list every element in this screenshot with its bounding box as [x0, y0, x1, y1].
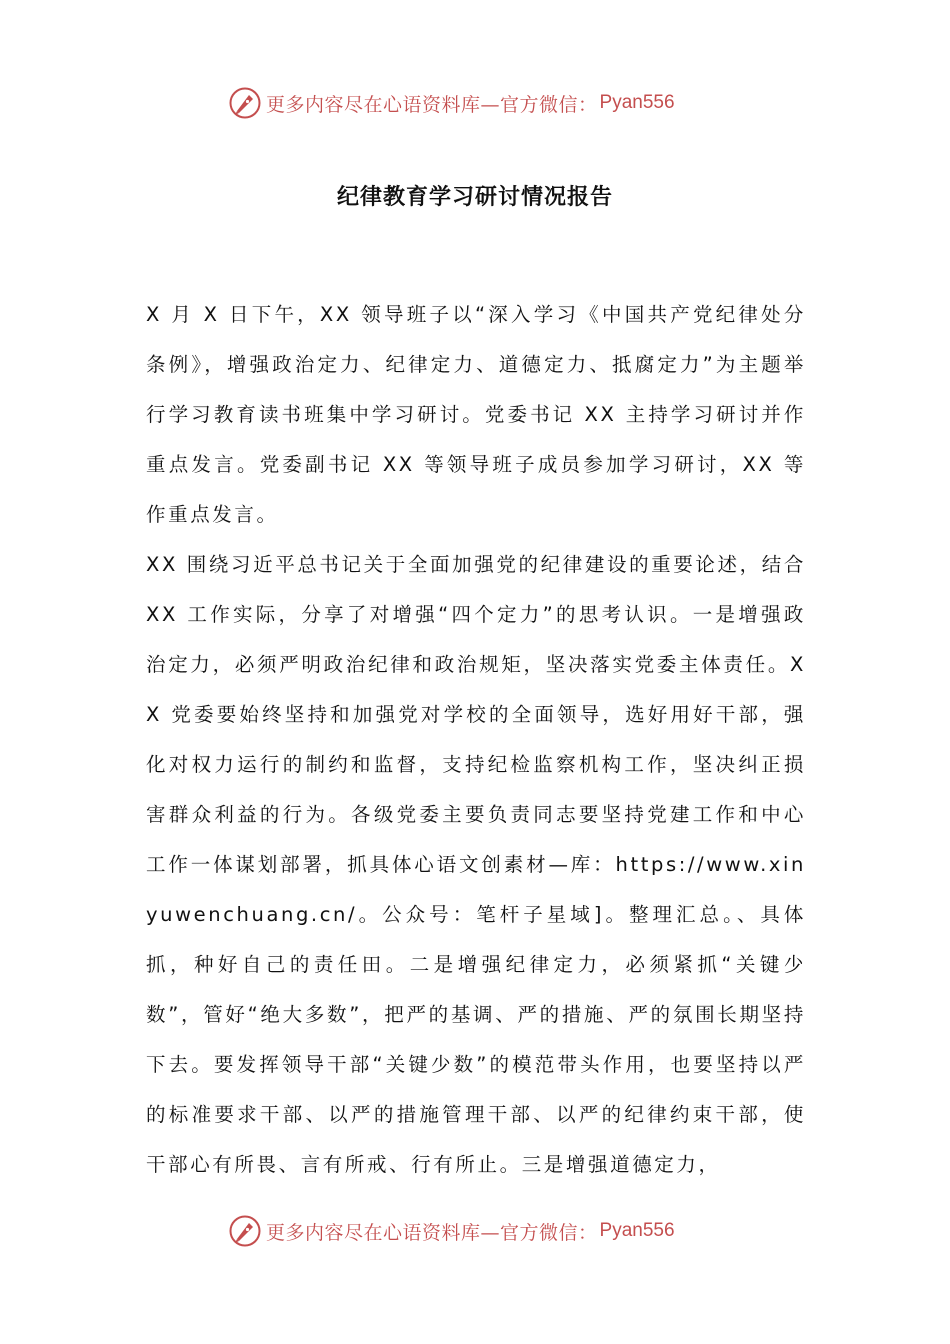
document-body — [146, 290, 806, 1190]
pen-nib-icon — [228, 1214, 262, 1248]
watermark-wechat-id: Pyan556 — [599, 92, 675, 113]
pen-nib-icon — [228, 86, 262, 120]
watermark-text: 更多内容尽在心语资料库—官方微信： — [266, 1221, 598, 1244]
watermark-text: 更多内容尽在心语资料库—官方微信： — [266, 93, 598, 116]
watermark-banner-top — [228, 83, 675, 123]
document-title: 纪律教育学习研讨情况报告 — [336, 185, 613, 210]
paragraph: XX 围绕习近平总书记关于全面加强党的纪律建设的重要论述，结合 XX 工作实际，分享了对增强“四个定力”的思考认识。一是增强政治定力，必须严明政治纪律和政治规矩，坚决落实党委主体责任。XX 党委要始终坚持和加强党对学校的全面领导，选好用好干部，强化对权力运行的制约和监督，支持纪检监察机构工作，坚决纠正损害群众利益的行为。各级党委主要负责同志要坚持党建工作和中心工作一体谋划部署，抓具体心语文创素材—库：https://www.xinyuwenchuang.cn/。公众号：笔杆子星域]。整理汇总。、具体抓，种好自己的责任田。二是增强纪律定力，必须紧抓“关键少数”，管好“绝大多数”，把严的基调、严的措施、严的氛围长期坚持下去。要发挥领导干部“关键少数”的模范带头作用，也要坚持以严的标准要求干部、以严的措施管理干部、以严的纪律约束干部，使干部心有所畏、言有所戒、行有所止。三是增强道德定力， — [146, 553, 806, 1176]
watermark-wechat-id: Pyan556 — [599, 1220, 675, 1241]
paragraph: X 月 X 日下午，XX 领导班子以“深入学习《中国共产党纪律处分条例》，增强政治定力、纪律定力、道德定力、抵腐定力”为主题举行学习教育读书班集中学习研讨。党委书记 XX 主持学习研讨并作重点发言。党委副书记 XX 等领导班子成员参加学习研讨，XX 等作重点发言。 — [146, 303, 806, 526]
watermark-banner-bottom — [228, 1211, 675, 1251]
